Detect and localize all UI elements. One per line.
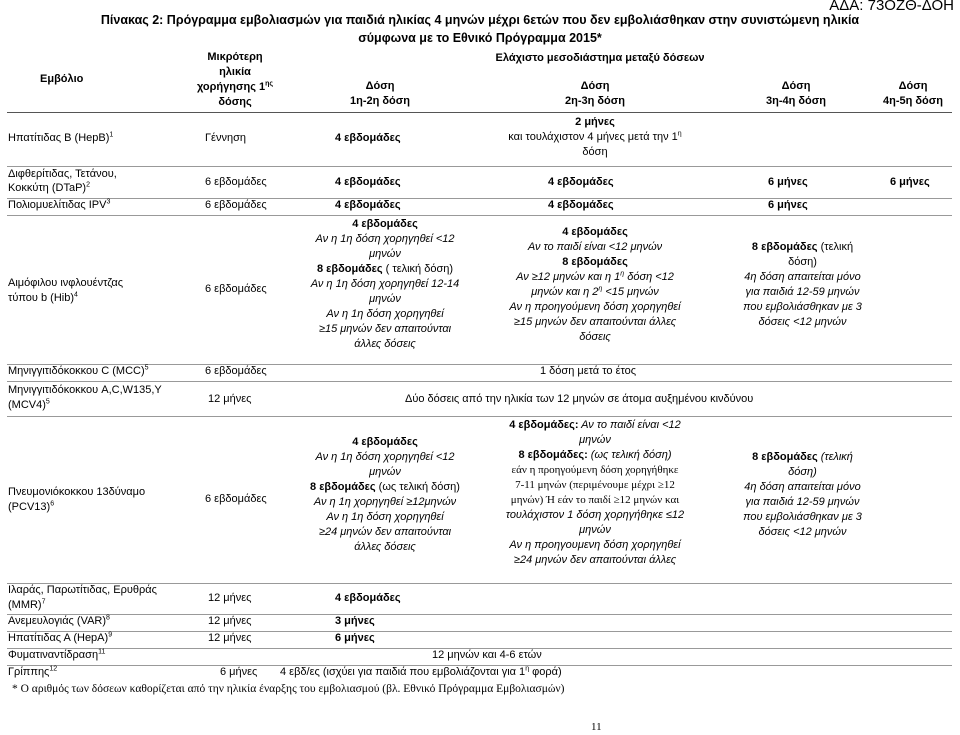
row-ipv-d12: 4 εβδομάδες xyxy=(335,199,401,211)
row-mmr-name: Ιλαράς, Παρωτίτιδας, Ερυθράς (MMR)$^7$ xyxy=(8,584,157,611)
row-hib-age: 6 εβδομάδες xyxy=(205,283,267,295)
row-mmr-d12: 4 εβδομάδες xyxy=(335,592,401,604)
divider xyxy=(7,416,952,417)
row-hib-d34: 8 εβδομάδες (τελική δόση) 4η δόση απαιτείται μόνο για παιδιά 12-59 μηνών που εμβολιάσθηκαν με 3 δόσεις <12 μηνών xyxy=(743,241,862,328)
row-mcc-age: 6 εβδομάδες xyxy=(205,365,267,377)
row-ipv-name: Πολιομυελίτιδας IPV$^3$ xyxy=(8,198,111,211)
row-hepa-age: 12 μήνες xyxy=(208,632,252,644)
row-ipv-d23: 4 εβδομάδες xyxy=(548,199,614,211)
row-flu-age: 6 μήνες xyxy=(220,666,258,678)
row-flu-name: Γρίππης$^{12}$ xyxy=(8,665,58,678)
row-mcv4-note: Δύο δόσεις από την ηλικία των 12 μηνών σε άτομα αυξημένου κινδύνου xyxy=(405,393,754,405)
header-min-age: Μικρότερη ηλικία χορήγησης $1^{\eta\varsigma}$ δόσης xyxy=(196,51,274,108)
row-dtap-name: Διφθερίτιδας, Τετάνου, Κοκκύτη (DTaP)$^2$ xyxy=(8,168,117,194)
row-hib-d23: 4 εβδομάδες Αν το παιδί είναι <12 μηνών 8 εβδομάδες Αν ≥12 μηνών και η $1^\eta$ δόση <12 μηνών και η $2^\eta <15$ μηνών Αν η προηγούμενη δόση χορηγηθεί ≥15 μηνών δεν απαιτούνται άλλες δόσεις xyxy=(509,226,681,343)
footnote: * Ο αριθμός των δόσεων καθορίζεται από την ηλικία έναρξης του εμβολιασμού (βλ. Εθνικό Πρόγραμμα Εμβολιασμών) xyxy=(12,683,565,695)
header-dose-3-4: Δόση 3η-4η δόση xyxy=(765,80,827,107)
row-mcv4-name: Μηνιγγιτιδόκοκκου A,C,W135,Y $(MCV4)^5$ xyxy=(8,384,162,411)
table-title: Πίνακας 2: Πρόγραμμα εμβολιασμών για παιδιά ηλικίας 4 μηνών μέχρι 6ετών που δεν εμβολιάσθηκαν στην συνιστώμενη ηλικία xyxy=(100,13,860,27)
divider xyxy=(7,364,952,365)
row-flu-note: 4 εβδ/ες (ισχύει για παιδιά που εμβολιάζονται για $1^\eta$ φορά) xyxy=(280,665,562,678)
row-tb-name: Φυματιναντίδραση$^{11}$ xyxy=(8,648,106,661)
row-mcc-name: Μηνιγγιτιδόκοκκου C (MCC)$^5$ xyxy=(8,364,149,377)
row-hepa-name: Ηπατίτιδας Α (HepA)$^9$ xyxy=(8,631,113,644)
divider xyxy=(7,198,952,199)
row-var-age: 12 μήνες xyxy=(208,615,252,627)
row-mcc-note: 1 δόση μετά το έτος xyxy=(540,365,637,377)
row-tb-note: 12 μηνών και 4-6 ετών xyxy=(432,649,542,661)
row-hib-name: Αιμόφιλου ινφλουέντζας τύπου b (Hib)$^4$ xyxy=(8,277,124,304)
divider xyxy=(7,631,952,632)
table-subtitle: σύμφωνα με το Εθνικό Πρόγραμμα 2015* xyxy=(358,31,602,45)
row-mcv4-age: 12 μήνες xyxy=(208,393,252,405)
header-vaccine: Εμβόλιο xyxy=(40,73,84,85)
divider xyxy=(7,112,952,113)
row-pcv13-name: Πνευμονιόκοκκου 13δύναμο $(PCV13)^6$ xyxy=(8,486,146,513)
header-dose-2-3: Δόση 2η-3η δόση xyxy=(564,80,626,107)
row-dtap-d23: 4 εβδομάδες xyxy=(548,176,614,188)
row-dtap-age: 6 εβδομάδες xyxy=(205,176,267,188)
row-pcv13-age: 6 εβδομάδες xyxy=(205,493,267,505)
header-dose-1-2: Δόση 1η-2η δόση xyxy=(349,80,411,107)
row-hepa-d12: 6 μήνες xyxy=(335,632,375,644)
divider xyxy=(7,381,952,382)
divider xyxy=(7,166,952,167)
row-var-d12: 3 μήνες xyxy=(335,615,375,627)
row-ipv-age: 6 εβδομάδες xyxy=(205,199,267,211)
header-interval: Ελάχιστο μεσοδιάστημα μεταξύ δόσεων xyxy=(495,52,705,64)
header-dose-4-5: Δόση 4η-5η δόση xyxy=(882,80,944,107)
row-ipv-d34: 6 μήνες xyxy=(768,199,808,211)
row-mmr-age: 12 μήνες xyxy=(208,592,252,604)
row-hepb-d12: 4 εβδομάδες xyxy=(335,132,401,144)
row-hepb-d23: 2 μήνες και τουλάχιστον 4 μήνες μετά την $1^\eta$ δόση xyxy=(508,116,682,158)
page-number: 11 xyxy=(591,721,602,733)
row-dtap-d12: 4 εβδομάδες xyxy=(335,176,401,188)
row-hepb-name: Ηπατίτιδας Β (HepB)$^1$ xyxy=(8,131,114,144)
ada-code: ΑΔΑ: 73ΟΖΘ-ΔΟΗ xyxy=(829,0,954,14)
divider xyxy=(7,614,952,615)
row-hib-d12: 4 εβδομάδες Αν η 1η δόση χορηγηθεί <12 μηνών 8 εβδομάδες ( τελική δόση) Αν η 1η δόση χορηγηθεί 12-14 μηνών Αν η 1η δόση χορηγηθεί ≥15 μηνών δεν απαιτούνται άλλες δόσεις xyxy=(310,218,460,350)
row-pcv13-d23: 4 εβδομάδες: Αν το παιδί είναι <12 μηνών 8 εβδομάδες: (ως τελική δόση) εάν η προηγούμενη δόση χορηγήθηκε 7-11 μηνών (περιμένουμε μέχρι ≥12 μηνών) Ή εάν το παιδί ≥12 μηνών και τουλάχιστον 1 δόση χορηγήθηκε ≤12 μηνών Αν η προηγουμενη δόση χορηγηθεί ≥24 μηνών δεν απαιτούνται άλλες xyxy=(505,419,685,566)
row-dtap-d45: 6 μήνες xyxy=(890,176,930,188)
row-pcv13-d12: 4 εβδομάδες Αν η 1η δόση χορηγηθεί <12 μηνών 8 εβδομάδες (ως τελική δόση) Αν η 1η χορηγηθεί ≥12μηνών Αν η 1η δόση χορηγηθεί ≥24 μηνών δεν απαιτούνται άλλες δόσεις xyxy=(310,436,460,553)
row-dtap-d34: 6 μήνες xyxy=(768,176,808,188)
row-hepb-age: Γέννηση xyxy=(205,132,246,144)
divider xyxy=(7,215,952,216)
row-pcv13-d34: 8 εβδομάδες (τελική δόση) 4η δόση απαιτείται μόνο για παιδιά 12-59 μηνών που εμβολιάσθηκαν με 3 δόσεις <12 μηνών xyxy=(743,451,862,538)
row-var-name: Ανεμευλογιάς (VAR)$^8$ xyxy=(8,614,110,627)
